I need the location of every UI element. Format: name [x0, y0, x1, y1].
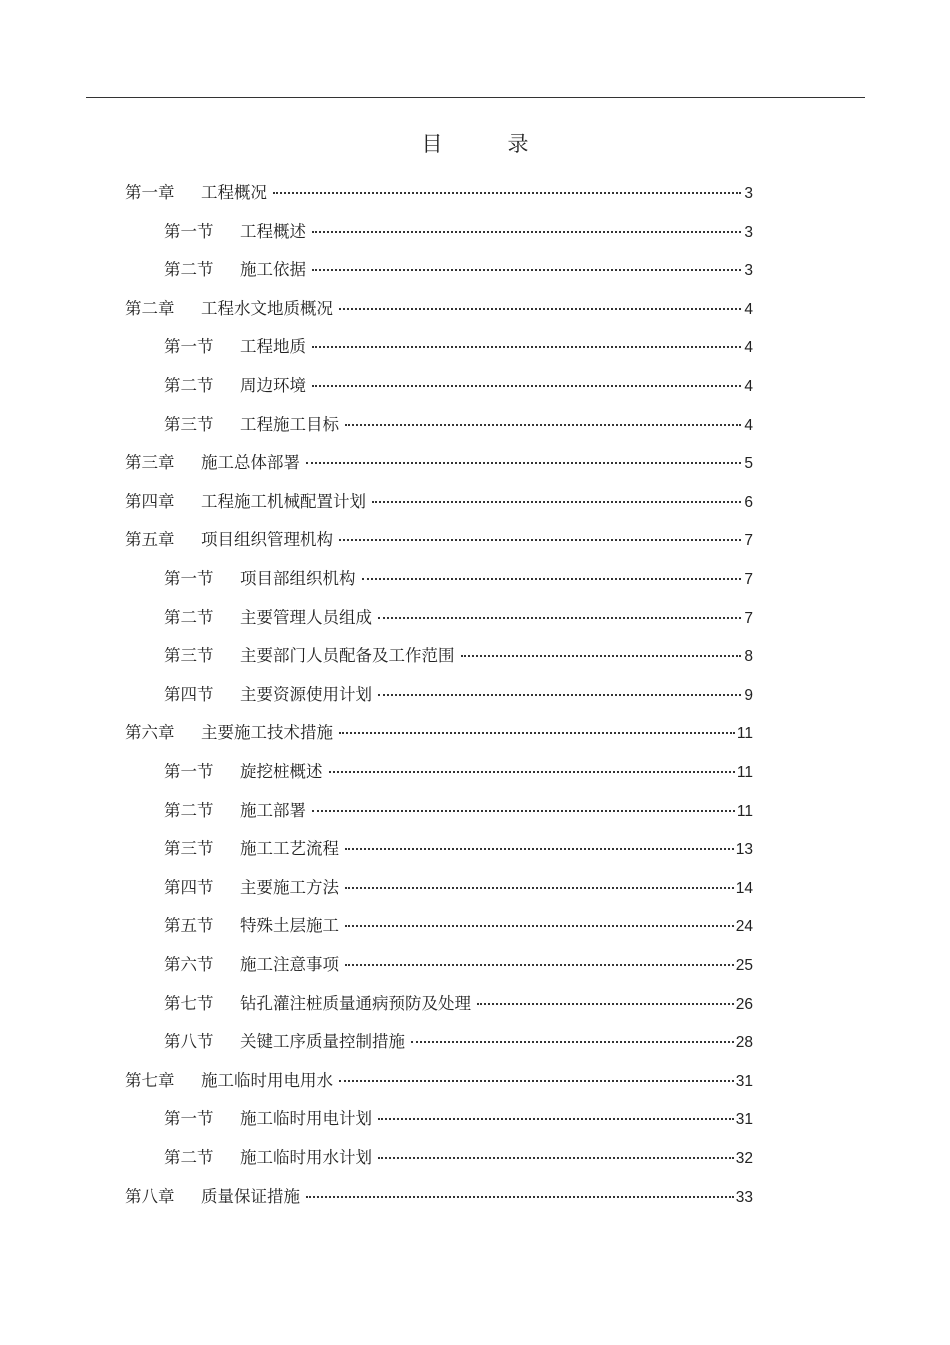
toc-entry-label: 第二节 [164, 800, 214, 820]
toc-entry-title: 工程概述 [240, 221, 306, 241]
toc-entry-title: 主要管理人员组成 [240, 607, 372, 627]
dot-leader [345, 964, 734, 966]
dot-leader [306, 1196, 734, 1198]
toc-entry[interactable] [164, 683, 753, 707]
toc-entry-page-number: 25 [735, 957, 753, 974]
toc-entry-page-number: 24 [735, 918, 753, 936]
toc-entry-label: 第五节 [164, 916, 214, 936]
dot-leader [312, 346, 741, 348]
toc-entry-label: 第四节 [164, 684, 214, 704]
toc-entry[interactable] [164, 335, 753, 359]
dot-leader [345, 925, 734, 927]
toc-entry[interactable] [164, 1030, 753, 1054]
toc-entry-label: 第四章 [125, 491, 175, 511]
toc-entry-page-number: 11 [736, 725, 753, 743]
toc-entry-title: 主要资源使用计划 [240, 684, 372, 704]
toc-entry[interactable] [164, 567, 753, 591]
toc-entry-page-number: 31 [735, 1072, 753, 1090]
toc-entry-page-number: 7 [744, 609, 753, 627]
toc-entry[interactable] [125, 1069, 753, 1093]
toc-entry[interactable] [164, 914, 753, 938]
toc-entry-page-number: 26 [735, 995, 753, 1013]
toc-entry-page-number: 32 [735, 1150, 753, 1167]
toc-entry-title: 质量保证措施 [201, 1186, 300, 1206]
toc-entry-label: 第四节 [164, 877, 214, 897]
toc-entry-label: 第二章 [125, 298, 175, 318]
dot-leader [378, 1157, 734, 1159]
dot-leader [461, 655, 742, 657]
toc-entry-page-number: 28 [735, 1034, 753, 1052]
toc-entry[interactable] [164, 953, 753, 977]
toc-entry-title: 工程地质 [240, 337, 306, 357]
toc-entry[interactable] [164, 374, 753, 398]
toc-entry-page-number: 5 [744, 455, 753, 473]
dot-leader [339, 539, 741, 541]
toc-entry-label: 第三节 [164, 646, 214, 666]
toc-entry-label: 第一节 [164, 337, 214, 357]
toc-entry-title: 主要部门人员配备及工作范围 [240, 646, 455, 666]
dot-leader [339, 308, 741, 310]
toc-entry-page-number: 4 [744, 339, 753, 357]
toc-entry[interactable] [125, 1185, 753, 1209]
toc-entry-label: 第一节 [164, 762, 214, 781]
toc-entry[interactable] [164, 837, 753, 861]
toc-entry-page-number: 4 [744, 416, 753, 434]
toc-entry-title: 施工部署 [240, 800, 306, 820]
toc-entry[interactable] [164, 644, 753, 668]
toc-entry-label: 第三节 [164, 414, 214, 434]
toc-entry-label: 第六章 [125, 723, 175, 743]
toc-entry-page-number: 7 [744, 532, 753, 550]
toc-entry-page-number: 8 [744, 648, 753, 666]
toc-entry[interactable] [164, 876, 753, 900]
toc-entry-page-number: 11 [736, 802, 753, 820]
toc-entry-title: 主要施工方法 [240, 877, 339, 897]
toc-entry-title: 施工临时用电计划 [240, 1109, 372, 1129]
toc-entry-page-number: 14 [735, 879, 753, 897]
toc-entry[interactable] [164, 992, 753, 1016]
dot-leader [312, 231, 741, 233]
toc-entry[interactable] [125, 181, 753, 205]
toc-entry-label: 第七节 [164, 993, 214, 1013]
toc-entry-label: 第五章 [125, 530, 175, 550]
toc-entry-label: 第二节 [164, 260, 214, 280]
toc-entry-label: 第一节 [164, 1109, 214, 1129]
toc-entry-label: 第一节 [164, 569, 214, 588]
toc-entry-label: 第三章 [125, 453, 175, 473]
dot-leader [345, 887, 734, 889]
toc-entry-label: 第六节 [164, 955, 214, 974]
toc-entry-page-number: 33 [735, 1188, 753, 1206]
toc-entry-page-number: 4 [744, 378, 753, 395]
toc-entry[interactable] [125, 297, 753, 321]
dot-leader [378, 1118, 734, 1120]
toc-entry-title: 施工总体部署 [201, 453, 300, 473]
toc-entry[interactable] [164, 258, 753, 282]
dot-leader [306, 462, 741, 464]
toc-entry-label: 第二节 [164, 607, 214, 627]
dot-leader [378, 694, 741, 696]
toc-entry[interactable] [125, 721, 753, 745]
toc-entry-title: 旋挖桩概述 [240, 762, 323, 781]
toc-entry-title: 施工临时用电用水 [201, 1070, 333, 1090]
toc-entry[interactable] [164, 1146, 753, 1170]
toc-entry-title: 周边环境 [240, 376, 306, 395]
toc-entry-page-number: 9 [744, 686, 753, 704]
toc-entry-title: 项目组织管理机构 [201, 530, 333, 550]
dot-leader [312, 269, 741, 271]
toc-entry-title: 主要施工技术措施 [201, 723, 333, 743]
toc-entry[interactable] [125, 528, 753, 552]
toc-entry-title: 施工依据 [240, 260, 306, 280]
toc-entry-page-number: 13 [735, 841, 753, 859]
toc-entry-page-number: 7 [744, 571, 753, 588]
toc-entry-label: 第一章 [125, 183, 175, 202]
dot-leader [477, 1003, 734, 1005]
toc-entry-title: 特殊土层施工 [240, 916, 339, 936]
toc-entry-page-number: 31 [735, 1111, 753, 1129]
header-rule [86, 97, 865, 98]
toc-entry-page-number: 4 [744, 300, 753, 318]
toc-entry-title: 工程施工目标 [240, 414, 339, 434]
toc-entry[interactable] [125, 451, 753, 475]
toc-entry[interactable] [164, 606, 753, 630]
toc-entry-title: 工程施工机械配置计划 [201, 491, 366, 511]
toc-entry-title: 施工注意事项 [240, 955, 339, 974]
toc-entry-label: 第七章 [125, 1070, 175, 1090]
toc-entry-page-number: 3 [744, 223, 753, 241]
toc-entry-page-number: 11 [736, 764, 753, 781]
toc-entry-page-number: 3 [744, 262, 753, 280]
dot-leader [339, 1080, 734, 1082]
dot-leader [339, 732, 735, 734]
dot-leader [372, 501, 741, 503]
toc-entry[interactable] [164, 1107, 753, 1131]
toc-entry-label: 第二节 [164, 376, 214, 395]
toc-entry[interactable] [164, 799, 753, 823]
dot-leader [329, 771, 735, 773]
toc-entry-label: 第八节 [164, 1032, 214, 1052]
toc-entry-page-number: 3 [744, 185, 753, 202]
toc-entry[interactable] [164, 220, 753, 244]
dot-leader [312, 810, 735, 812]
toc-entry-title: 施工临时用水计划 [240, 1148, 372, 1167]
toc-entry-title: 工程概况 [201, 183, 267, 202]
dot-leader [312, 385, 741, 387]
toc-entry-page-number: 6 [744, 493, 753, 511]
toc-entry-label: 第一节 [164, 221, 214, 241]
toc-entry-title: 施工工艺流程 [240, 839, 339, 859]
toc-entry-label: 第二节 [164, 1148, 214, 1167]
dot-leader [411, 1041, 734, 1043]
toc-entry-title: 钻孔灌注桩质量通病预防及处理 [240, 993, 471, 1013]
toc-entry-title: 工程水文地质概况 [201, 298, 333, 318]
toc-entry[interactable] [164, 413, 753, 437]
dot-leader [273, 192, 741, 194]
toc-entry-label: 第三节 [164, 839, 214, 859]
toc-entry[interactable] [164, 760, 753, 784]
toc-title: 目 录 [421, 132, 551, 156]
dot-leader [345, 848, 734, 850]
toc-entry-title: 关键工序质量控制措施 [240, 1032, 405, 1052]
toc-entry[interactable] [125, 490, 753, 514]
dot-leader [345, 424, 741, 426]
toc-entry-title: 项目部组织机构 [240, 569, 356, 588]
dot-leader [362, 578, 742, 580]
toc-entry-label: 第八章 [125, 1186, 175, 1206]
dot-leader [378, 617, 741, 619]
